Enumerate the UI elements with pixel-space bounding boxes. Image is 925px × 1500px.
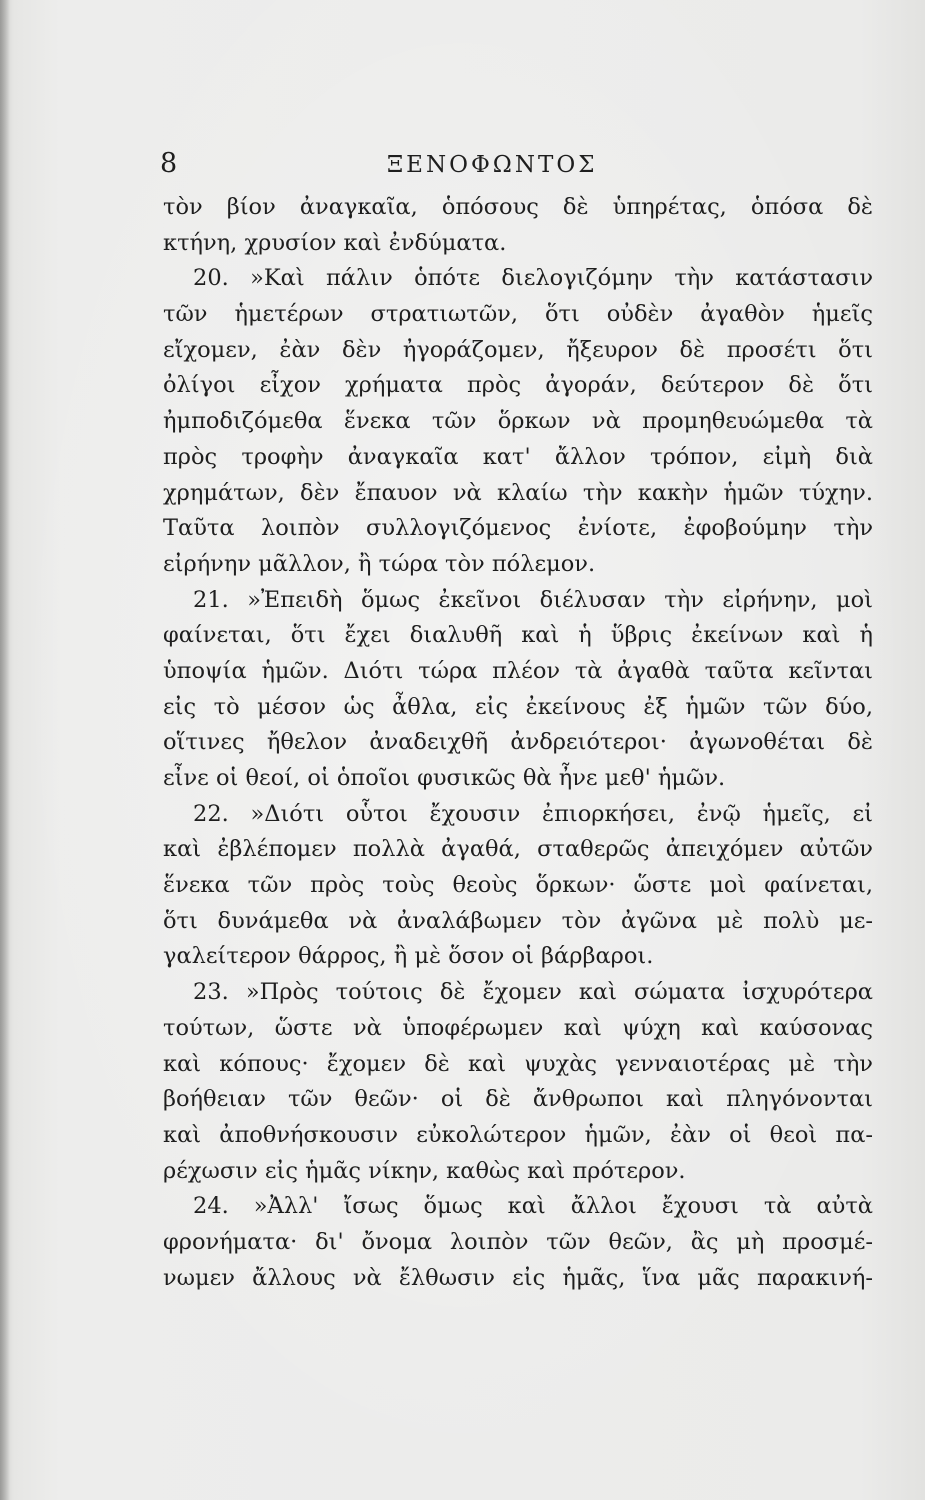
paragraph-start-line: 21. »Ἐπειδὴ ὅμως ἐκεῖνοι διέλυσαν τὴν εἰρήνην, μοὶ — [193, 586, 873, 613]
text-line: τὸν βίον ἀναγκαῖα, ὁπόσους δὲ ὑπηρέτας, ὁπόσα δὲ — [163, 194, 873, 220]
paragraph-start-line: 22. »Διότι οὗτοι ἔχουσιν ἐπιορκήσει, ἐνῷ ἡμεῖς, εἰ — [193, 800, 873, 827]
text-line: οἵτινες ἤθελον ἀναδειχθῆ ἀνδρειότεροι· ἀγωνοθέται δὲ — [163, 729, 873, 756]
text-line: ἠμποδιζόμεθα ἕνεκα τῶν ὅρκων νὰ προμηθευώμεθα τὰ — [163, 408, 873, 435]
text-line: καὶ ἀποθνήσκουσιν εὐκολώτερον ἡμῶν, ἐὰν οἱ θεοὶ πα- — [163, 1121, 873, 1148]
text-line: νωμεν ἄλλους νὰ ἔλθωσιν εἰς ἡμᾶς, ἵνα μᾶς παρακινή- — [163, 1264, 873, 1291]
text-line: κτήνη, χρυσίον καὶ ἐνδύματα. — [163, 229, 507, 256]
running-head: ΞΕΝΟΦΩΝΤΟΣ — [387, 152, 598, 178]
paragraph-start-line: 23. »Πρὸς τούτοις δὲ ἔχομεν καὶ σώματα ἰσχυρότερα — [193, 979, 873, 1006]
text-line: εἴχομεν, ἐὰν δὲν ἠγοράζομεν, ἤξευρον δὲ προσέτι ὅτι — [163, 336, 873, 363]
text-line: ὑποψία ἡμῶν. Διότι τώρα πλέον τὰ ἀγαθὰ ταῦτα κεῖνται — [163, 657, 873, 684]
text-line: τούτων, ὥστε νὰ ὑποφέρωμεν καὶ ψύχη καὶ καύσονας — [163, 1014, 873, 1041]
text-line: ρέχωσιν εἰς ἡμᾶς νίκην, καθὼς καὶ πρότερον. — [163, 1157, 686, 1184]
text-line: πρὸς τροφὴν ἀναγκαῖα κατ' ἄλλον τρόπον, εἰμὴ διὰ — [163, 443, 873, 470]
body-text — [163, 190, 873, 1296]
page-header — [160, 146, 872, 186]
text-line: τῶν ἡμετέρων στρατιωτῶν, ὅτι οὐδὲν ἀγαθὸν ἡμεῖς — [163, 301, 873, 328]
page-edge-shadow — [0, 0, 10, 1500]
text-line: γαλείτερον θάρρος, ἢ μὲ ὅσον οἱ βάρβαροι. — [163, 943, 654, 970]
text-line: εἶνε οἱ θεοί, οἱ ὁποῖοι φυσικῶς θὰ ἦνε μεθ' ἡμῶν. — [163, 765, 726, 791]
text-line: φρονήματα· δι' ὄνομα λοιπὸν τῶν θεῶν, ἂς μὴ προσμέ- — [163, 1228, 873, 1255]
text-line: ὀλίγοι εἶχον χρήματα πρὸς ἀγοράν, δεύτερον δὲ ὅτι — [163, 372, 873, 399]
paragraph-start-line: 24. »Ἀλλ' ἴσως ὅμως καὶ ἄλλοι ἔχουσι τὰ αὐτὰ — [193, 1193, 873, 1220]
text-line: ἕνεκα τῶν πρὸς τοὺς θεοὺς ὅρκων· ὥστε μοὶ φαίνεται, — [163, 872, 873, 899]
text-line: ὅτι δυνάμεθα νὰ ἀναλάβωμεν τὸν ἀγῶνα μὲ πολὺ με- — [163, 907, 873, 934]
paragraph-start-line: 20. »Καὶ πάλιν ὁπότε διελογιζόμην τὴν κατάστασιν — [193, 265, 873, 292]
page-number: 8 — [160, 148, 178, 179]
text-line: εἰρήνην μᾶλλον, ἢ τώρα τὸν πόλεμον. — [163, 550, 596, 577]
text-line: χρημάτων, δὲν ἔπαυον νὰ κλαίω τὴν κακὴν ἡμῶν τύχην. — [163, 479, 873, 506]
text-line: καὶ κόπους· ἔχομεν δὲ καὶ ψυχὰς γενναιοτέρας μὲ τὴν — [163, 1050, 873, 1077]
text-line: εἰς τὸ μέσον ὡς ἆθλα, εἰς ἐκείνους ἐξ ἡμῶν τῶν δύο, — [163, 693, 873, 720]
text-line: Ταῦτα λοιπὸν συλλογιζόμενος ἐνίοτε, ἐφοβούμην τὴν — [163, 515, 873, 542]
text-line: φαίνεται, ὅτι ἔχει διαλυθῆ καὶ ἡ ὕβρις ἐκείνων καὶ ἡ — [163, 622, 873, 649]
text-line: βοήθειαν τῶν θεῶν· οἱ δὲ ἄνθρωποι καὶ πληγόνονται — [163, 1086, 873, 1113]
text-line: καὶ ἐβλέπομεν πολλὰ ἀγαθά, σταθερῶς ἀπειχόμεν αὐτῶν — [163, 836, 873, 863]
